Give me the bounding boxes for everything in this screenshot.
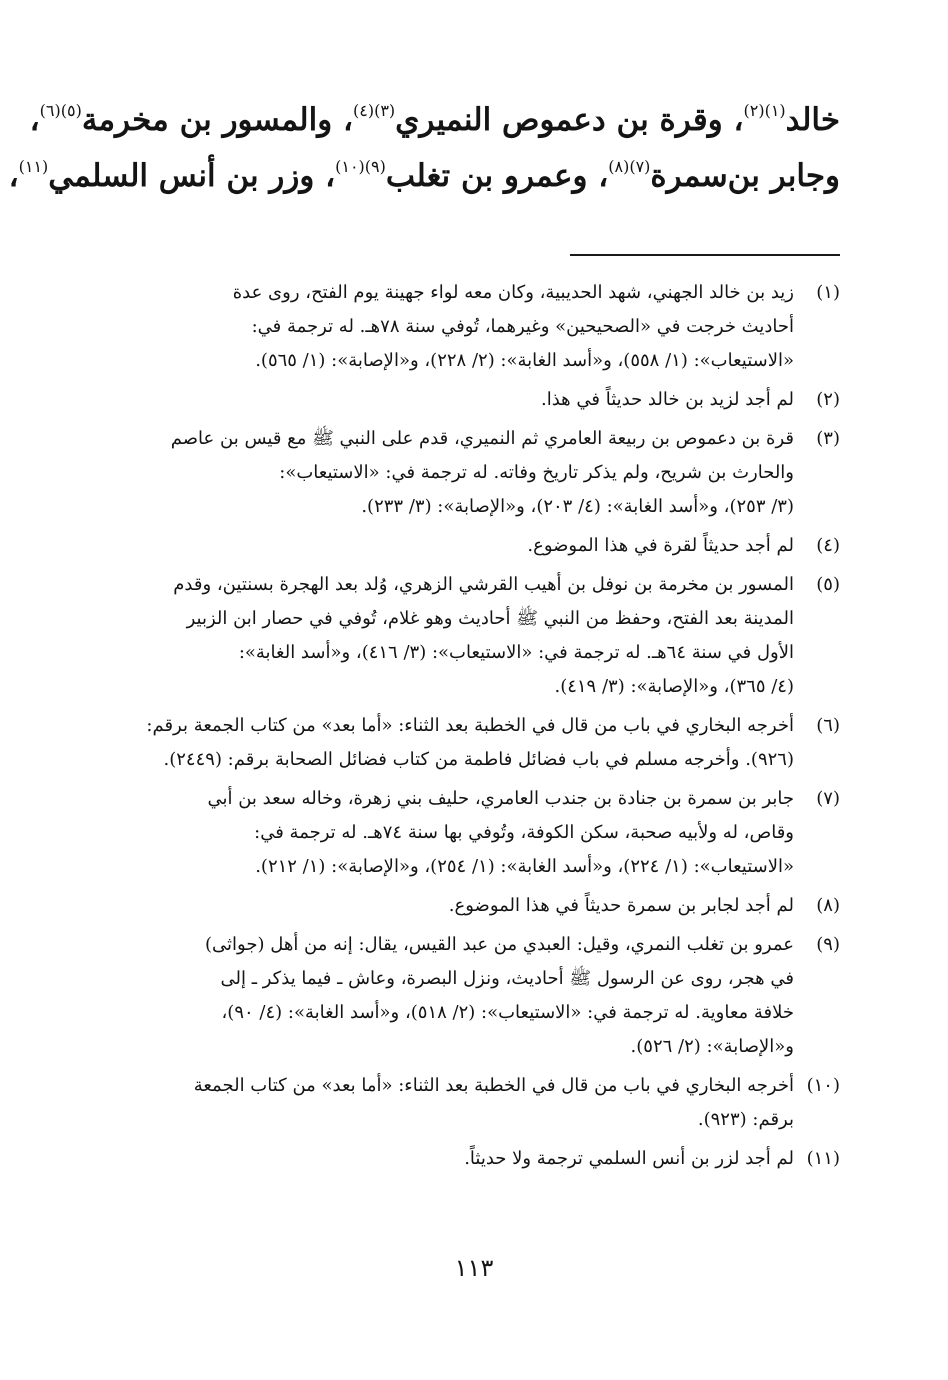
footnote-line: المدينة بعد الفتح، وحفظ من النبي ﷺ أحاديث وهو غلام، تُوفي في حصار ابن الزبير [186, 608, 794, 629]
footnote [140, 422, 840, 524]
footnote-line: الأول في سنة ٦٤هـ. له ترجمة في: «الاستيعاب»: (٣/ ٤١٦)، و«أسد الغابة»: [238, 642, 794, 663]
footnote [140, 568, 840, 704]
footnote [140, 709, 840, 777]
footnote-marker: (٥) [60, 101, 82, 120]
footnote [140, 889, 840, 923]
footnote [140, 529, 840, 563]
footnote-number: (٣) [816, 428, 840, 449]
main-text-segment: ، وعمرو بن تغلب [385, 158, 609, 194]
footnote-line: قرة بن دعموص بن ربيعة العامري ثم النميري، قدم على النبي ﷺ مع قيس بن عاصم [170, 428, 794, 449]
footnote-marker: (١) [764, 101, 786, 120]
footnote-line: «الاستيعاب»: (١/ ٥٥٨)، و«أسد الغابة»: (٢/ ٢٢٨)، و«الإصابة»: (١/ ٥٦٥). [255, 350, 794, 371]
footnote-line: أخرجه البخاري في باب من قال في الخطبة بعد الثناء: «أما بعد» من كتاب الجمعة [193, 1075, 794, 1096]
footnote-line: لم أجد لجابر بن سمرة حديثاً في هذا الموضوع. [448, 895, 794, 916]
footnote-line: لم أجد حديثاً لقرة في هذا الموضوع. [527, 535, 794, 556]
footnote-marker: (٤) [352, 101, 375, 120]
footnote-line: و«الإصابة»: (٢/ ٥٢٦). [630, 1036, 794, 1057]
footnote-number: (١٠) [806, 1075, 840, 1096]
main-text-segment: ، وزر بن أنس السلمي [48, 158, 336, 194]
main-text-segment: خالد [785, 102, 840, 138]
main-text-segment: ، [29, 102, 40, 138]
footnote-line: والحارث بن شريح، ولم يذكر تاريخ وفاته. له ترجمة في: «الاستيعاب»: [279, 462, 794, 483]
footnote-number: (٨) [816, 895, 840, 916]
main-text-line [8, 148, 840, 204]
footnote-marker: (٦) [39, 101, 61, 120]
footnote-line: خلافة معاوية. له ترجمة في: «الاستيعاب»: (٢/ ٥١٨)، و«أسد الغابة»: (٤/ ٩٠)، [221, 1002, 794, 1023]
footnote-text [140, 422, 794, 524]
footnote-number: (٢) [816, 389, 840, 410]
footnote-marker: (٧) [629, 157, 651, 176]
footnote [140, 1069, 840, 1137]
footnote [140, 1142, 840, 1176]
footnote-text [140, 568, 794, 704]
footnote-line: جابر بن سمرة بن جنادة بن جندب العامري، حليف بني زهرة، وخاله سعد بن أبي [207, 788, 794, 809]
footnote [140, 276, 840, 378]
footnote-number: (٦) [816, 715, 840, 736]
footnote-marker: (١١) [18, 157, 49, 176]
footnote-line: برقم: (٩٢٣). [697, 1109, 794, 1130]
footnote-text [140, 709, 794, 777]
footnote [140, 782, 840, 884]
footnote-text [140, 276, 794, 378]
footnote-line: وقاص، له ولأبيه صحبة، سكن الكوفة، وتُوفي بها سنة ٧٤هـ. له ترجمة في: [254, 822, 794, 843]
footnote-text [140, 529, 794, 563]
footnote-number: (٧) [816, 788, 840, 809]
main-text-segment: ، [8, 158, 19, 194]
footnote-text [140, 889, 794, 923]
footnote [140, 383, 840, 417]
main-text-segment: ، والمسور بن مخرمة [81, 102, 353, 138]
main-text [8, 92, 840, 204]
footnote-line: أحاديث خرجت في «الصحيحين» وغيرهما، تُوفي سنة ٧٨هـ. له ترجمة في: [251, 316, 794, 337]
footnote-text [140, 383, 794, 417]
footnote-line: لم أجد لزيد بن خالد حديثاً في هذا. [541, 389, 794, 410]
page-number: ١١٣ [454, 1254, 494, 1282]
footnote-line: أخرجه البخاري في باب من قال في الخطبة بعد الثناء: «أما بعد» من كتاب الجمعة برقم: [146, 715, 794, 736]
footnote-text [140, 1142, 794, 1176]
footnote-number: (٤) [816, 535, 840, 556]
footnote-marker: (١٠) [335, 157, 365, 176]
footnote-line: عمرو بن تغلب النمري، وقيل: العبدي من عبد القيس، يقال: إنه من أهل (جواثى) [204, 934, 794, 955]
footnote-number: (١١) [806, 1148, 840, 1169]
footnote-line: زيد بن خالد الجهني، شهد الحديبية، وكان معه لواء جهينة يوم الفتح، روى عدة [232, 282, 794, 303]
footnote-line: (٣/ ٢٥٣)، و«أسد الغابة»: (٤/ ٢٠٣)، و«الإصابة»: (٣/ ٢٣٣). [361, 496, 794, 517]
footnote-number: (٩) [816, 934, 840, 955]
footnote-text [140, 1069, 794, 1137]
footnotes [140, 276, 840, 1181]
footnote-marker: (٣) [374, 101, 396, 120]
main-text-line [29, 92, 840, 148]
footnote-line: (٤/ ٣٦٥)، و«الإصابة»: (٣/ ٤١٩). [554, 676, 794, 697]
footnote-line: «الاستيعاب»: (١/ ٢٢٤)، و«أسد الغابة»: (١/ ٢٥٤)، و«الإصابة»: (١/ ٢١٢). [255, 856, 794, 877]
footnote-separator [570, 254, 840, 256]
footnote-line: (٩٢٦). وأخرجه مسلم في باب فضائل فاطمة من كتاب فضائل الصحابة برقم: (٢٤٤٩). [163, 749, 794, 770]
main-text-segment: وجابر بن‌سمرة [650, 158, 840, 194]
footnote-marker: (٨) [608, 157, 630, 176]
footnote-text [140, 782, 794, 884]
footnote-line: في هجر، روى عن الرسول ﷺ أحاديث، ونزل البصرة، وعاش ـ فيما يذكر ـ إلى [220, 968, 794, 989]
footnote-number: (٥) [816, 574, 840, 595]
main-text-segment: ، وقرة بن دعموص النميري [395, 102, 744, 138]
footnote-line: المسور بن مخرمة بن نوفل بن أهيب القرشي الزهري، وُلد بعد الهجرة بسنتين، وقدم [173, 574, 794, 595]
footnote [140, 928, 840, 1064]
footnote-text [140, 928, 794, 1064]
footnote-marker: (٢) [743, 101, 765, 120]
footnote-number: (١) [816, 282, 840, 303]
footnote-marker: (٩) [364, 157, 386, 176]
footnote-line: لم أجد لزر بن أنس السلمي ترجمة ولا حديثاً. [464, 1148, 794, 1169]
